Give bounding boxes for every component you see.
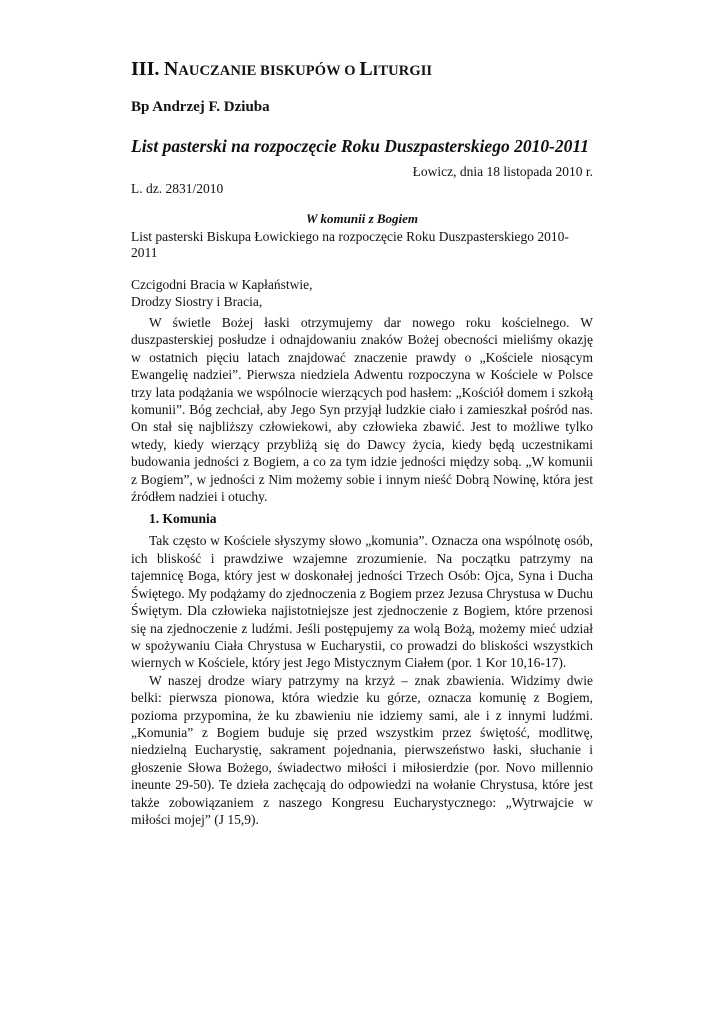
letter-subtitle: W komunii z Bogiem (305, 211, 419, 226)
section-paragraph: W naszej drodze wiary patrzymy na krzyż – znak zbawienia. Widzimy dwie belki: pierwsza pionowa, która wiedzie ku górze, oznacza komunię z Bogiem, pozioma przypomina, że ku zbawieniu nie idziemy sami, ale i z innymi ludźmi. „Komunia” z Bogiem buduje się przed wszystkim przez świętość, modlitwę, niedzielną Eucharystię, sakrament pojednania, pierwszeństwo łaski, słuchanie i głoszenie Słowa Bożego, świadectwo miłości i miłosierdzie (por. Novo millennio ineunte 29-50). Te dzieła zachęcają do odpowiedzi na wołanie Chrystusa, które jest także zobowiązaniem z naszego Kongresu Eucharystycznego: „Wytrwajcie w miłości mojej” (J 15,9). (131, 672, 593, 827)
intro-paragraph: W świetle Bożej łaski otrzymujemy dar nowego roku kościelnego. W duszpasterskiej posłudze i odnajdowaniu znaków Bożej obecności mieliśmy okazję w ostatnich pięciu latach znajdować znaczenie prawdy o „Kościele niosącym Ewangelię nadziei”. Pierwsza niedziela Adwentu rozpoczyna w Kościele w Polsce trzy lata podążania we wspólnocie wierzących pod hasłem: „Kościół domem i szkołą komunii”. Bóg zechciał, aby Jego Syn przyjął ludzkie ciało i zamieszkał pośród nas. On stał się najbliższy człowiekowi, aby człowieka zbawić. Jest to możliwe tylko wtedy, kiedy wierzący przybliżą się do Dawcy życia, kiedy będą uczestnikami budowania jedności z Bogiem, a co za tym idzie jedności między sobą. „W komunii z Bogiem”, w jedności z Nim możemy sobie i innym nieść Dobrą Nowinę, która jest źródłem nadziei i otuchy. (131, 315, 593, 505)
letter-title: List pasterski na rozpoczęcie Roku Duszpasterskiego 2010-2011 (131, 136, 589, 156)
place-date: Łowicz, dnia 18 listopada 2010 r. (412, 164, 593, 179)
chapter-heading (131, 58, 593, 81)
author-name: Bp Andrzej F. Dziuba (131, 99, 270, 115)
chapter-initial-1: N (163, 58, 179, 80)
greeting-line-1: Czcigodni Bracia w Kapłaństwie, (131, 277, 313, 292)
chapter-text-1: AUCZANIE BISKUPÓW O (178, 63, 360, 79)
chapter-initial-2: L (359, 58, 373, 80)
section-paragraph: Tak często w Kościele słyszymy słowo „komunia”. Oznacza ona wspólnotę osób, ich bliskość i prawdziwe wzajemne zrozumienie. Na początku patrzymy na tajemnicę Boga, który jest w doskonałej jedności Trzech Osób: Ojca, Syna i Ducha Świętego. My podążamy do zjednoczenia z Bogiem przez Jezusa Chrystusa w Duchu Świętym. Dla człowieka najistotniejsze jest zjednoczenie z Bogiem, które przenosi się na zjednoczenie z ludźmi. Jeśli postępujemy za wolą Bożą, możemy mieć udział w spożywaniu Ciała Chrystusa w Eucharystii, co prowadzi do bliskości wszystkich wiernych w Kościele, który jest Jego Mistycznym Ciałem (por. 1 Kor 10,16-17). (131, 533, 593, 671)
letter-subtitle-caption: List pasterski Biskupa Łowickiego na rozpoczęcie Roku Duszpasterskiego 2010-2011 (131, 229, 569, 260)
greeting-line-2: Drodzy Siostry i Bracia, (131, 294, 263, 309)
greeting (131, 276, 593, 310)
page-content (131, 58, 593, 828)
chapter-text-2: ITURGII (372, 63, 433, 79)
section-heading: 1. Komunia (149, 511, 217, 527)
chapter-number: III. (131, 58, 160, 80)
reference-number: L. dz. 2831/2010 (131, 181, 224, 196)
